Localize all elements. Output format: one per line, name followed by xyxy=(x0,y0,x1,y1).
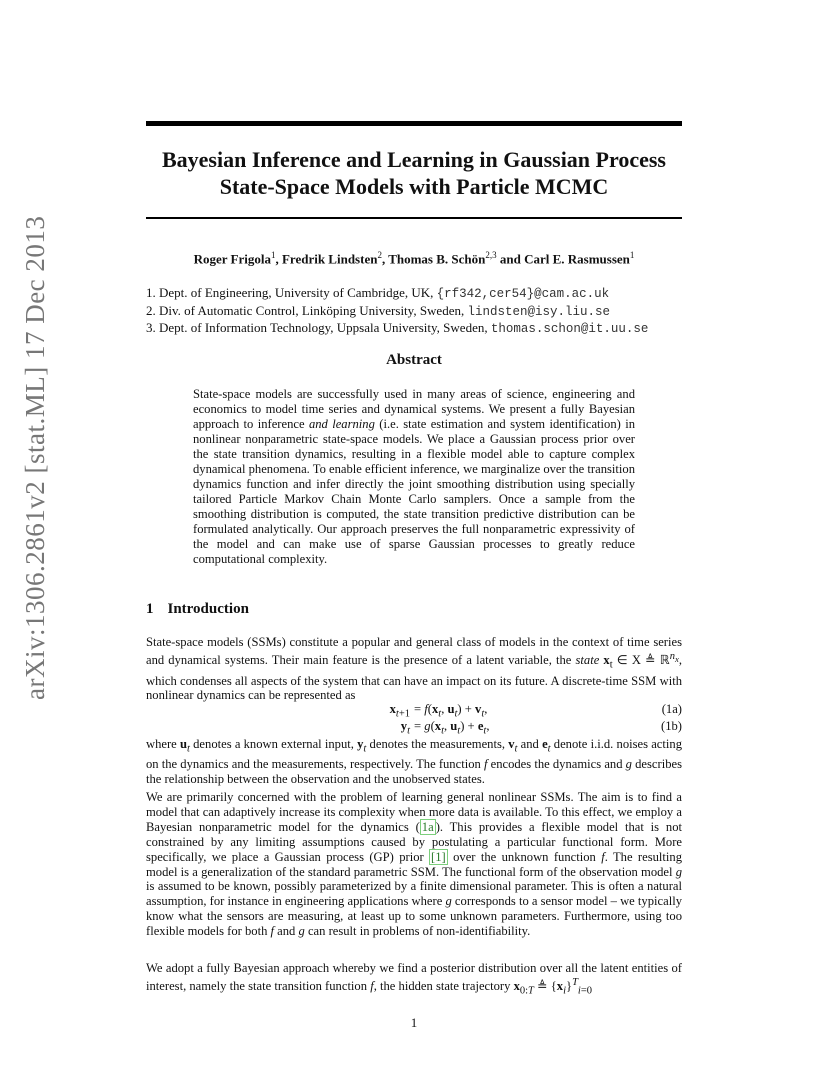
section-number: 1 xyxy=(146,601,154,617)
intro-paragraph-3: We are primarily concerned with the problem of learning general nonlinear SSMs. The aim is to find a model that can adaptively increase its complexity when more data is available. To this effect, we employ a Bayesian nonparametric model for the dynamics ( 1a ). This provides a flexible model that is not constrained by any limiting assumptions caused by postulating a particular functional form. More specifically, we place a Gaussian process (GP) prior [1] over the unknown function f. The resulting model is a generalization of the standard parametric SSM. The functional form of the observation model g is assumed to be known, possibly parameterized by a finite dimensional parameter. This is often a natural assumption, for instance in engineering applications where g corresponds to a sensor model – we typically know what the sensors are measuring, at least up to some unknown parameters. Furthermore, using too flexible models for both f and g can result in problems of non-identifiability. xyxy=(146,790,682,939)
affiliation-item xyxy=(146,303,706,321)
arxiv-stamp: arXiv:1306.2861v2 [stat.ML] 17 Dec 2013 xyxy=(20,215,50,700)
paper-title: Bayesian Inference and Learning in Gaussian Process State-Space Models with Particle MCMC xyxy=(161,147,666,199)
page-number: 1 xyxy=(410,1015,418,1030)
paragraph-text: denotes a known external input, xyxy=(189,737,358,751)
citation-link[interactable]: [1] xyxy=(431,849,446,864)
affiliation-email[interactable]: lindsten@isy.liu.se xyxy=(467,304,611,319)
equation-number: (1a) xyxy=(661,702,682,716)
paragraph-text: can result in problems of non-identifiability. xyxy=(304,924,531,939)
author-name: Thomas B. Schön xyxy=(388,251,486,267)
author-affil-sup: 1 xyxy=(270,250,276,260)
equation-rhs: = $f(x_t$, $u_t) + v_t$, xyxy=(414,702,488,720)
paragraph-text: denote i.i.d. noises acting on the dynamics and the measurements, respectively. The function xyxy=(146,737,682,772)
paragraph-text: corresponds to a sensor model – we typically know what the sensors are measuring, at least up to some unknown parameters. Furthermore, using too flexible models for both xyxy=(146,894,682,939)
equation-1a xyxy=(146,702,682,718)
abstract-text: State-space models are successfully used in many areas of science, engineering and economics to model time series and dynamical systems. We present a fully Bayesian approach to inference xyxy=(193,387,635,431)
paragraph-text: encodes the dynamics and xyxy=(487,757,626,772)
paragraph-text: State-space models (SSMs) constitute a popular and general class of models in the context of time series and dynamical systems. Their main feature is the presence of a latent variable, the xyxy=(146,635,682,668)
author-affil-sup: 2 xyxy=(377,250,382,260)
intro-paragraph-4: We adopt a fully Bayesian approach whereby we find a posterior distribution over all the latent entities of interest, namely the state transition function f, the hidden state trajectory $x_{0:T}$ ≜ $\{x_i\}^T_{i=0}$ xyxy=(146,961,682,997)
inline-math: $x_t$ ∈ X ≜ ℝ$^{n_x}$ xyxy=(603,650,679,671)
affiliation-item xyxy=(146,285,706,303)
author-affil-sup: 1 xyxy=(629,250,635,260)
author-name: Roger Frigola xyxy=(193,251,271,267)
paragraph-text: and xyxy=(274,924,299,939)
author-list xyxy=(146,250,682,267)
author-affil-sup: 2,3 xyxy=(485,250,497,260)
equation-number: (1b) xyxy=(661,719,682,733)
paragraph-text: We adopt a fully Bayesian approach whereby we find a posterior distribution over all the latent entities of interest, namely the state transition function xyxy=(146,961,682,994)
equation-lhs: $y_t$ xyxy=(400,719,410,737)
abstract-text: (i.e. state estimation and system identification) in nonlinear nonparametric state-space models. We place a Gaussian process prior over the state transition dynamics, resulting in a flexible model able to capture complex dynamical phenomena. To enable efficient inference, we marginalize over the transition dynamics function and infer directly the joint smoothing distribution using specially tailored Particle Markov Chain Monte Carlo samplers. Once a sample from the smoothing distribution is computed, the state transition predictive distribution can be formulated analytically. Our approach preserves the full nonparametric expressivity of the model and can make use of sparse Gaussian processes to greatly reduce computational complexity. xyxy=(193,417,635,566)
section-title: Introduction xyxy=(167,601,249,617)
paragraph-text: is assumed to be known, possibly parameterized by a finite dimensional parameter. This is often a natural assumption, for instance in engineering applications where xyxy=(146,879,682,909)
abstract-emphasis: and learning xyxy=(308,417,375,431)
affiliation-text: 3. Dept. of Information Technology, Uppsala University, Sweden, xyxy=(146,320,491,335)
equation-rhs: = $g(x_t$, $u_t) + e_t$, xyxy=(414,719,490,737)
affiliation-text: 2. Div. of Automatic Control, Linköping University, Sweden, xyxy=(146,302,468,318)
affiliation-list xyxy=(146,285,706,338)
paragraph-text: denotes the measurements, xyxy=(366,737,509,751)
paragraph-text: over the unknown function xyxy=(447,849,602,864)
abstract-body xyxy=(193,387,635,567)
title-rule-bottom xyxy=(146,217,682,219)
author-name: Carl E. Rasmussen xyxy=(524,251,630,267)
author-name: Fredrik Lindsten xyxy=(281,251,378,267)
equation-reference-link[interactable]: 1a xyxy=(421,819,434,834)
affiliation-email[interactable]: {rf342,cer54}@cam.ac.uk xyxy=(436,287,610,301)
affiliation-text: 1. Dept. of Engineering, University of Cambridge, UK, xyxy=(146,285,437,300)
title-rule-top xyxy=(146,121,682,126)
paragraph-text: , which condenses all aspects of the system that can have an impact on its future. A discrete-time SSM with nonlinear dynamics can be represented as xyxy=(146,653,683,703)
paragraph-text: describes the relationship between the observation and the unobserved states. xyxy=(146,757,682,787)
state-emphasis: state xyxy=(575,653,600,668)
inline-math: $x_{0:T}$ ≜ $\{x_i\}^T_{i=0}$ xyxy=(513,976,592,997)
affiliation-email[interactable]: thomas.schon@it.uu.se xyxy=(490,322,649,336)
author-separator: , xyxy=(381,251,389,267)
author-separator: and xyxy=(496,251,525,267)
author-separator: , xyxy=(275,251,282,267)
equation-1b xyxy=(146,719,682,735)
paragraph-text: We are primarily concerned with the problem of learning general nonlinear SSMs. The aim is to find a model that can adaptively increase its complexity when more data is available. To this effect, we employ a Bayesian nonparametric model for the dynamics ( xyxy=(146,790,682,834)
affiliation-item xyxy=(146,320,706,338)
intro-paragraph-2: where $u_t$ denotes a known external input, $y_t$ denotes the measurements, $v_t$ and $e_t$ denote i.i.d. noises acting on the dynamics and the measurements, respectively. The function f encodes the dynamics and g describes the relationship between the observation and the unobserved states. xyxy=(146,737,682,787)
paragraph-text: . The resulting model is a generalization of the standard parametric SSM. The functional form of the observation model xyxy=(146,849,682,879)
section-heading xyxy=(146,601,263,618)
paragraph-text: , the hidden state trajectory xyxy=(373,979,514,994)
abstract-heading: Abstract xyxy=(386,352,442,368)
equation-lhs: $x_{t+1}$ xyxy=(389,702,410,720)
intro-paragraph-1 xyxy=(146,635,682,703)
paragraph-text: ). This provides a flexible model that is not constrained by any limiting assumptions caused by postulating a particular functional form. More specifically, we place a Gaussian process (GP) prior xyxy=(146,819,682,864)
